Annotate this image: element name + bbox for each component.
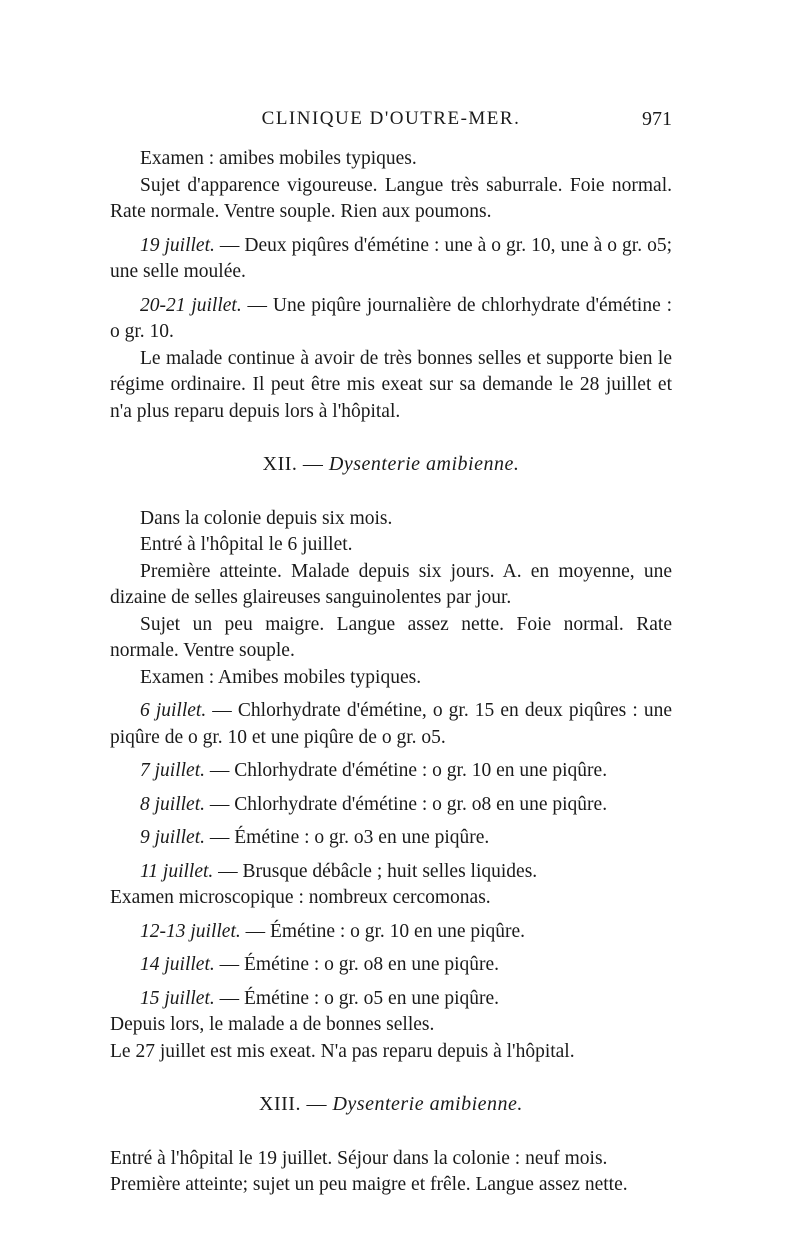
paragraph: Depuis lors, le malade a de bonnes selles. [110,1014,435,1035]
paragraph: Sujet un peu maigre. Langue assez nette. Foie normal. Rate normale. Ventre souple. [110,613,672,661]
paragraph: Entré à l'hôpital le 6 juillet. [140,534,353,555]
dated-entry [110,952,672,979]
entry-date: 7 juillet. [140,760,205,781]
section-heading [110,1091,672,1118]
entry-text: — Chlorhydrate d'émétine, o gr. 15 en deux piqûres : une piqûre de o gr. 10 et une piqûre de o gr. o5. [110,700,673,748]
paragraph: Première atteinte; sujet un peu maigre et frêle. Langue assez nette. [110,1174,628,1195]
dated-entry [110,293,672,346]
paragraph: Dans la colonie depuis six mois. [140,507,393,529]
section-heading [110,451,672,478]
entry-date: 20-21 juillet. [140,294,242,316]
section-numeral: XII. [262,453,298,475]
entry-date: 14 juillet. [140,954,215,975]
paragraph: Sujet d'apparence vigoureuse. Langue très saburrale. Foie normal. Rate normale. Ventre souple. Rien aux poumons. [110,174,672,222]
section-dash: — [300,1093,333,1115]
paragraph: Examen microscopique : nombreux cercomonas. [110,887,491,908]
dated-entry [110,792,672,819]
dated-entry [110,233,672,286]
section-numeral: XIII. [259,1093,301,1115]
dated-entry [110,825,672,852]
entry-text: — Émétine : o gr. o8 en une piqûre. [214,954,500,975]
page-number: 971 [642,108,672,130]
entry-text: — Une piqûre journalière de chlorhydrate d'émétine : o gr. 10. [110,294,672,342]
dated-entry [110,986,672,1013]
entry-text: — Brusque débâcle ; huit selles liquides. [213,860,538,882]
dated-entry [110,919,672,946]
section-subtitle: Dysenterie amibienne. [332,1093,523,1115]
dated-entry [110,698,672,751]
entry-date: 6 juillet. [140,700,207,721]
page-body [110,146,672,1199]
entry-text: — Deux piqûres d'émétine : une à o gr. 10, une à o gr. o5; une selle moulée. [110,234,672,282]
running-title: CLINIQUE D'OUTRE-MER. [261,108,521,129]
entry-date: 15 juillet. [140,987,215,1009]
entry-text: — Émétine : o gr. o5 en une piqûre. [214,987,500,1009]
dated-entry [110,859,672,886]
entry-date: 12-13 juillet. [140,920,241,942]
section-subtitle: Dysenterie amibienne. [328,453,520,475]
entry-date: 8 juillet. [140,793,205,815]
paragraph: Examen : Amibes mobiles typiques. [140,666,422,688]
entry-text: — Émétine : o gr. 10 en une piqûre. [240,920,526,942]
entry-date: 9 juillet. [140,827,205,848]
entry-date: 11 juillet. [140,860,214,882]
paragraph: Première atteinte. Malade depuis six jours. A. en moyenne, une dizaine de selles glaireuses sanguinolentes par jour. [110,560,672,608]
entry-date: 19 juillet. [140,234,215,256]
paragraph: Le 27 juillet est mis exeat. N'a pas reparu depuis à l'hôpital. [110,1040,575,1062]
entry-text: — Chlorhydrate d'émétine : o gr. 10 en une piqûre. [205,760,608,781]
page-header [110,108,672,138]
entry-text: — Chlorhydrate d'émétine : o gr. o8 en une piqûre. [205,793,608,815]
dated-entry [110,758,672,785]
paragraph: Entré à l'hôpital le 19 juillet. Séjour dans la colonie : neuf mois. [110,1147,608,1169]
entry-text: — Émétine : o gr. o3 en une piqûre. [205,827,490,848]
paragraph: Le malade continue à avoir de très bonnes selles et supporte bien le régime ordinaire. Il peut être mis exeat sur sa demande le 28 juillet et n'a plus reparu depuis lors à l'hôpital. [110,347,672,422]
section-dash: — [297,453,329,475]
paragraph: Examen : amibes mobiles typiques. [140,148,417,169]
